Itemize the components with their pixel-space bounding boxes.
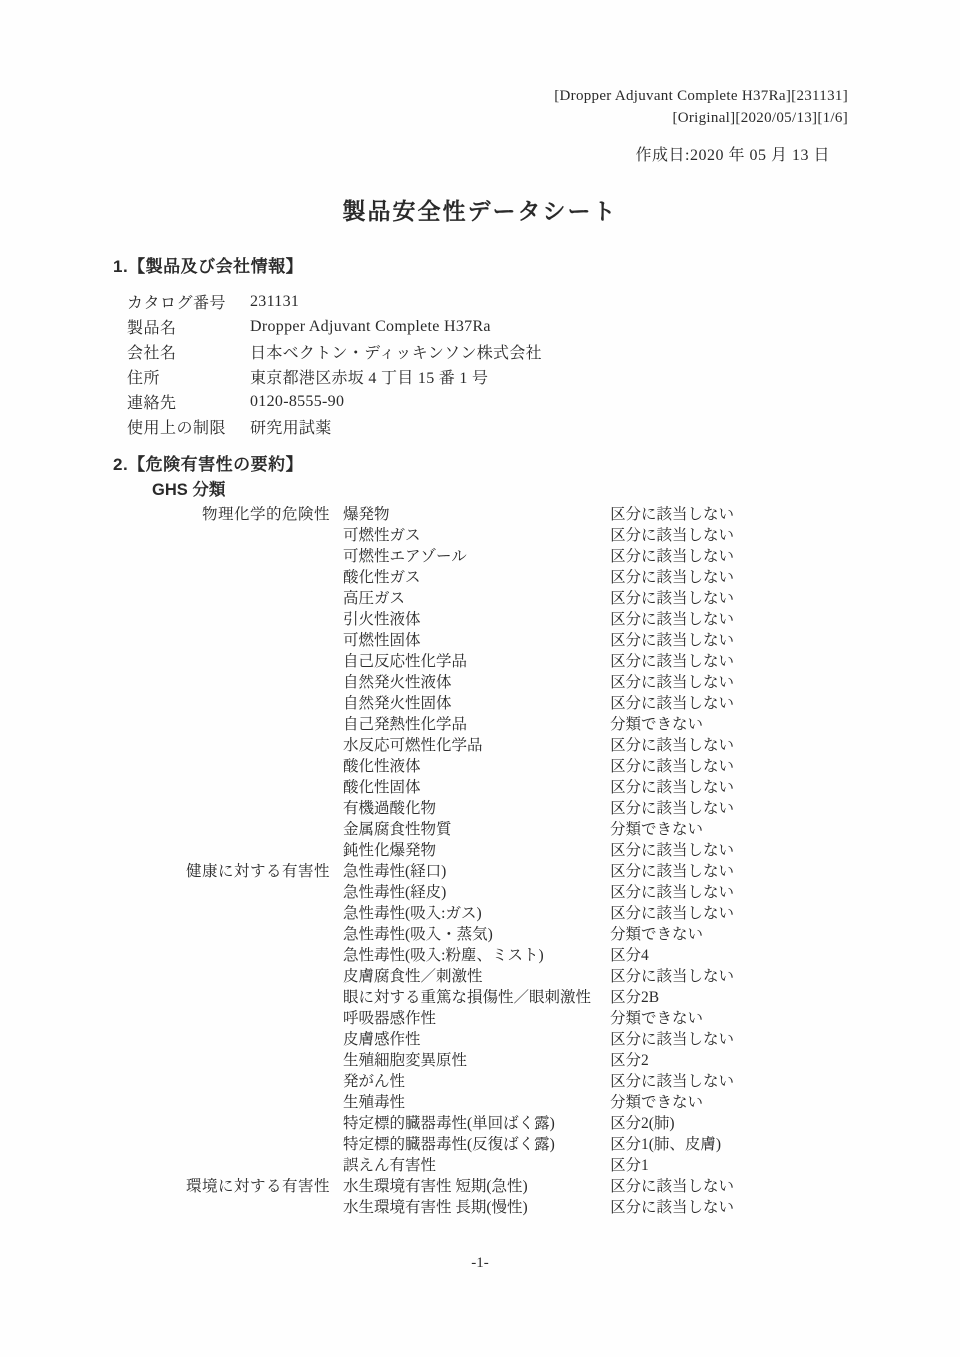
- ghs-hazard-item: 爆発物: [343, 505, 390, 523]
- ghs-hazard-classification: 区分1(肺、皮膚): [610, 1135, 722, 1153]
- section-product-company-info: [113, 257, 542, 439]
- ghs-row: [113, 712, 734, 733]
- product-info-label: 会社名: [127, 345, 177, 362]
- ghs-row: [113, 628, 734, 649]
- ghs-hazard-item: 水生環境有害性 長期(慢性): [343, 1198, 528, 1216]
- ghs-row: [113, 1111, 734, 1132]
- ghs-hazard-item: 急性毒性(吸入・蒸気): [343, 925, 493, 943]
- ghs-hazard-classification: 区分に該当しない: [610, 673, 735, 691]
- ghs-row: [113, 838, 734, 859]
- ghs-hazard-classification: 区分に該当しない: [610, 841, 735, 859]
- ghs-hazard-classification: 分類できない: [610, 1093, 704, 1111]
- ghs-hazard-item: 急性毒性(吸入:粉塵、ミスト): [343, 946, 544, 964]
- ghs-hazard-item: 眼に対する重篤な損傷性／眼刺激性: [343, 988, 592, 1006]
- ghs-row: [113, 1027, 734, 1048]
- ghs-hazard-item: 水反応可燃性化学品: [343, 736, 483, 754]
- ghs-row: [113, 691, 734, 712]
- ghs-row: [113, 607, 734, 628]
- ghs-hazard-category: 物理化学的危険性: [201, 505, 330, 523]
- ghs-row: [113, 1048, 734, 1069]
- ghs-row: [113, 544, 734, 565]
- ghs-hazard-classification: 区分に該当しない: [610, 799, 735, 817]
- ghs-row: [113, 1069, 734, 1090]
- ghs-hazard-item: 高圧ガス: [343, 589, 406, 607]
- page-number: -1-: [471, 1255, 489, 1271]
- ghs-hazard-item: 金属腐食性物質: [343, 820, 452, 838]
- ghs-hazard-item: 特定標的臓器毒性(単回ばく露): [343, 1114, 555, 1132]
- ghs-hazard-classification: 区分に該当しない: [610, 652, 735, 670]
- ghs-hazard-item: 皮膚感作性: [343, 1030, 421, 1048]
- product-info-row: [127, 364, 542, 389]
- ghs-hazard-classification: 区分に該当しない: [610, 631, 735, 649]
- ghs-hazard-classification: 区分に該当しない: [610, 904, 735, 922]
- ghs-row: [113, 1132, 734, 1153]
- ghs-hazard-item: 酸化性ガス: [343, 568, 421, 586]
- ghs-hazard-item: 急性毒性(経皮): [343, 883, 447, 901]
- ghs-row: [113, 649, 734, 670]
- product-info-value: Dropper Adjuvant Complete H37Ra: [250, 317, 491, 335]
- ghs-hazard-classification: 区分に該当しない: [610, 778, 735, 796]
- ghs-row: [113, 901, 734, 922]
- product-info-row: [127, 314, 542, 339]
- ghs-hazard-item: 特定標的臓器毒性(反復ばく露): [343, 1135, 555, 1153]
- product-info-label: 使用上の制限: [127, 420, 227, 437]
- ghs-row: [113, 922, 734, 943]
- header-reference-line: [Dropper Adjuvant Complete H37Ra][231131]: [554, 88, 848, 104]
- ghs-hazard-item: 急性毒性(経口): [343, 862, 447, 880]
- ghs-row: [113, 817, 734, 838]
- ghs-hazard-classification: 区分1: [610, 1156, 649, 1174]
- ghs-hazard-classification: 区分に該当しない: [610, 568, 735, 586]
- product-info-row: [127, 414, 542, 439]
- ghs-hazard-item: 可燃性固体: [343, 631, 421, 649]
- ghs-hazard-item: 水生環境有害性 短期(急性): [343, 1177, 528, 1195]
- ghs-hazard-classification: 区分2: [610, 1051, 649, 1069]
- ghs-row: [113, 985, 734, 1006]
- ghs-hazard-item: 可燃性ガス: [343, 526, 421, 544]
- ghs-classification-table: [113, 502, 734, 1216]
- ghs-hazard-item: 酸化性固体: [343, 778, 421, 796]
- ghs-hazard-classification: 分類できない: [610, 925, 704, 943]
- ghs-hazard-classification: 区分に該当しない: [610, 547, 735, 565]
- ghs-row: [113, 1174, 734, 1195]
- product-info-row: [127, 389, 542, 414]
- ghs-row: [113, 880, 734, 901]
- product-info-row: [127, 289, 542, 314]
- ghs-hazard-classification: 区分に該当しない: [610, 505, 735, 523]
- ghs-hazard-classification: 区分に該当しない: [610, 1072, 735, 1090]
- ghs-hazard-item: 生殖細胞変異原性: [343, 1051, 468, 1069]
- ghs-hazard-classification: 区分に該当しない: [610, 862, 735, 880]
- product-info-value: 0120-8555-90: [250, 392, 345, 410]
- ghs-hazard-item: 誤えん有害性: [343, 1156, 437, 1174]
- ghs-hazard-classification: 区分4: [610, 946, 649, 964]
- ghs-hazard-classification: 区分2B: [610, 988, 660, 1006]
- ghs-row: [113, 502, 734, 523]
- ghs-hazard-item: 急性毒性(吸入:ガス): [343, 904, 482, 922]
- ghs-hazard-item: 引火性液体: [343, 610, 421, 628]
- ghs-hazard-item: 可燃性エアゾール: [343, 547, 467, 565]
- ghs-row: [113, 775, 734, 796]
- ghs-hazard-item: 有機過酸化物: [343, 799, 437, 817]
- ghs-hazard-classification: 区分に該当しない: [610, 1198, 735, 1216]
- ghs-hazard-classification: 区分に該当しない: [610, 757, 735, 775]
- product-info-value: 研究用試薬: [250, 420, 332, 437]
- section-hazard-summary: [113, 455, 734, 1216]
- ghs-hazard-category: 健康に対する有害性: [185, 862, 330, 880]
- ghs-row: [113, 964, 734, 985]
- product-info-row: [127, 339, 542, 364]
- product-info-value: 東京都港区赤坂 4 丁目 15 番 1 号: [250, 370, 489, 387]
- ghs-row: [113, 565, 734, 586]
- ghs-hazard-classification: 区分に該当しない: [610, 1177, 735, 1195]
- ghs-row: [113, 1090, 734, 1111]
- ghs-hazard-item: 自然発火性液体: [343, 673, 452, 691]
- ghs-hazard-item: 自然発火性固体: [343, 694, 452, 712]
- product-info-value: 231131: [250, 292, 300, 310]
- product-info-table: [127, 289, 542, 439]
- ghs-hazard-item: 生殖毒性: [343, 1093, 406, 1111]
- ghs-row: [113, 943, 734, 964]
- ghs-hazard-classification: 区分に該当しない: [610, 736, 735, 754]
- ghs-row: [113, 523, 734, 544]
- product-info-value: 日本ベクトン・ディッキンソン株式会社: [250, 345, 542, 362]
- ghs-hazard-item: 自己反応性化学品: [343, 652, 468, 670]
- product-info-label: 連絡先: [127, 395, 177, 412]
- ghs-hazard-classification: 区分に該当しない: [610, 589, 735, 607]
- ghs-hazard-item: 酸化性液体: [343, 757, 421, 775]
- ghs-row: [113, 796, 734, 817]
- ghs-hazard-classification: 区分に該当しない: [610, 526, 735, 544]
- ghs-hazard-classification: 区分に該当しない: [610, 967, 735, 985]
- ghs-row: [113, 586, 734, 607]
- ghs-hazard-classification: 分類できない: [610, 820, 704, 838]
- created-date: 作成日:2020 年 05 月 13 日: [635, 147, 830, 164]
- ghs-hazard-classification: 分類できない: [610, 715, 704, 733]
- document-title: 製品安全性データシート: [342, 198, 618, 224]
- product-info-label: 製品名: [127, 320, 177, 337]
- document-header: [554, 85, 848, 129]
- ghs-hazard-classification: 区分に該当しない: [610, 610, 735, 628]
- ghs-hazard-item: 発がん性: [343, 1072, 406, 1090]
- ghs-row: [113, 754, 734, 775]
- ghs-row: [113, 859, 734, 880]
- ghs-row: [113, 1006, 734, 1027]
- section1-heading: 1.【製品及び会社情報】: [113, 257, 304, 276]
- ghs-row: [113, 1195, 734, 1216]
- product-info-label: カタログ番号: [127, 295, 227, 312]
- ghs-classification-subheading: GHS 分類: [152, 481, 226, 499]
- ghs-hazard-item: 呼吸器感作性: [343, 1009, 437, 1027]
- ghs-hazard-classification: 区分に該当しない: [610, 1030, 735, 1048]
- product-info-label: 住所: [127, 370, 161, 387]
- ghs-hazard-classification: 区分に該当しない: [610, 694, 735, 712]
- header-revision-line: [Original][2020/05/13][1/6]: [672, 110, 848, 126]
- ghs-hazard-classification: 区分に該当しない: [610, 883, 735, 901]
- ghs-row: [113, 670, 734, 691]
- ghs-hazard-classification: 分類できない: [610, 1009, 704, 1027]
- ghs-row: [113, 733, 734, 754]
- ghs-row: [113, 1153, 734, 1174]
- ghs-hazard-item: 皮膚腐食性／刺激性: [343, 967, 483, 985]
- section2-heading: 2.【危険有害性の要約】: [113, 455, 304, 474]
- ghs-hazard-category: 環境に対する有害性: [185, 1177, 330, 1195]
- ghs-hazard-classification: 区分2(肺): [610, 1114, 675, 1132]
- ghs-hazard-item: 鈍性化爆発物: [343, 841, 437, 859]
- ghs-hazard-item: 自己発熱性化学品: [343, 715, 468, 733]
